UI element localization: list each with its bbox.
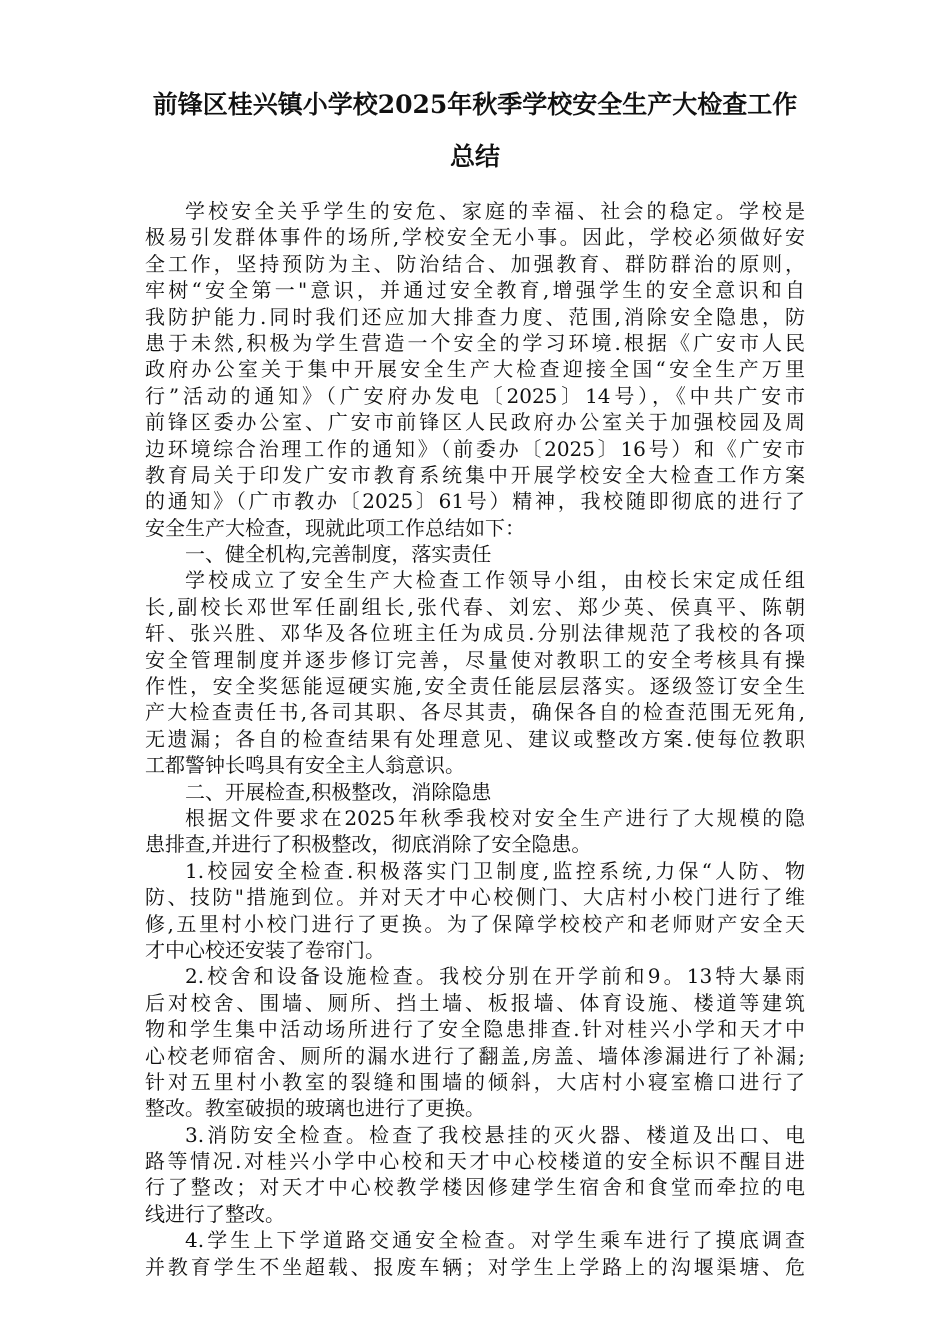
document-title: 前锋区桂兴镇小学校2025年秋季学校安全生产大检查工作	[152, 90, 798, 119]
section-heading: 一、健全机构,完善制度，落实责任	[185, 542, 492, 567]
section-heading: 二、开展检查,积极整改，消除隐患	[185, 779, 492, 804]
text-line: 根据文件要求在2025年秋季我校对安全生产进行了大规模的隐	[185, 805, 805, 830]
text-line: 2.校舍和设备设施检查。我校分别在开学前和9。13特大暴雨	[185, 964, 805, 989]
text-line: 牢树“安全第一"意识，并通过安全教育,增强学生的安全意识和自	[145, 278, 805, 303]
text-line: 针对五里村小教室的裂缝和围墙的倾斜，大店村小寝室檐口进行了	[145, 1069, 805, 1094]
text-line: 患于未然,积极为学生营造一个安全的学习环境.根据《广安市人民	[145, 330, 805, 355]
text-line: 4.学生上下学道路交通安全检查。对学生乘车进行了摸底调查	[185, 1228, 805, 1253]
text-line: 全工作，坚持预防为主、防治结合、加强教育、群防群治的原则，	[145, 251, 805, 276]
text-line: 整改。教室破损的玻璃也进行了更换。	[145, 1096, 485, 1121]
text-line: 学校成立了安全生产大检查工作领导小组，由校长宋定成任组	[185, 568, 805, 593]
text-line: 作性，安全奖惩能逗硬实施,安全责任能层层落实。逐级签订安全生	[145, 674, 805, 699]
text-line: 后对校舍、围墙、厕所、挡土墙、板报墙、体育设施、楼道等建筑	[145, 990, 805, 1015]
text-line: 极易引发群体事件的场所,学校安全无小事。因此，学校必须做好安	[145, 225, 805, 250]
text-line: 安全生产大检查，现就此项工作总结如下：	[145, 515, 525, 540]
text-line: 线进行了整改。	[145, 1201, 285, 1226]
text-line: 患排查,并进行了积极整改，彻底消除了安全隐患。	[145, 832, 592, 857]
text-line: 心校老师宿舍、厕所的漏水进行了翻盖,房盖、墙体渗漏进行了补漏;	[145, 1043, 805, 1068]
text-line: 长,副校长邓世军任副组长,张代春、刘宏、郑少英、侯真平、陈朝	[145, 594, 805, 619]
text-line: 安全管理制度并逐步修订完善，尽量使对教职工的安全考核具有操	[145, 647, 805, 672]
text-line: 教育局关于印发广安市教育系统集中开展学校安全大检查工作方案	[145, 462, 805, 487]
text-line: 修,五里村小校门进行了更换。为了保障学校校产和老师财产安全天	[145, 911, 805, 936]
text-line: 产大检查责任书,各司其职、各尽其责，确保各自的检查范围无死角,	[145, 700, 805, 725]
text-line: 政府办公室关于集中开展安全生产大检查迎接全国“安全生产万里	[145, 357, 805, 382]
text-line: 物和学生集中活动场所进行了安全隐患排查.针对桂兴小学和天才中	[145, 1017, 805, 1042]
text-line: 轩、张兴胜、邓华及各位班主任为成员.分别法律规范了我校的各项	[145, 621, 805, 646]
text-line: 才中心校还安装了卷帘门。	[145, 937, 385, 962]
text-line: 工都警钟长鸣具有安全主人翁意识。	[145, 753, 465, 778]
text-line: 的通知》（广市教办〔2025〕61号）精神，我校随即彻底的进行了	[145, 489, 805, 514]
text-line: 我防护能力.同时我们还应加大排查力度、范围,消除安全隐患，防	[145, 304, 805, 329]
text-line: 无遗漏；各自的检查结果有处理意见、建议或整改方案.使每位教职	[145, 726, 805, 751]
text-line: 边环境综合治理工作的通知》（前委办〔2025〕16号）和《广安市	[145, 436, 805, 461]
text-line: 路等情况.对桂兴小学中心校和天才中心校楼道的安全标识不醒目进	[145, 1149, 805, 1174]
text-line: 1.校园安全检查.积极落实门卫制度,监控系统,力保“人防、物	[185, 858, 805, 883]
document-title-continued: 总结	[449, 142, 500, 171]
text-line: 并教育学生不坐超载、报废车辆；对学生上学路上的沟堰渠塘、危	[145, 1254, 805, 1279]
text-line: 行了整改；对天才中心校教学楼因修建学生宿舍和食堂而牵拉的电	[145, 1175, 805, 1200]
text-line: 行”活动的通知》（广安府办发电〔2025〕14号），《中共广安市	[145, 383, 805, 408]
text-line: 前锋区委办公室、广安市前锋区人民政府办公室关于加强校园及周	[145, 410, 805, 435]
text-line: 防、技防"措施到位。并对天才中心校侧门、大店村小校门进行了维	[145, 885, 805, 910]
text-line: 3.消防安全检查。检查了我校悬挂的灭火器、楼道及出口、电	[185, 1122, 805, 1147]
document-body	[145, 198, 805, 1280]
text-line: 学校安全关乎学生的安危、家庭的幸福、社会的稳定。学校是	[185, 199, 805, 223]
